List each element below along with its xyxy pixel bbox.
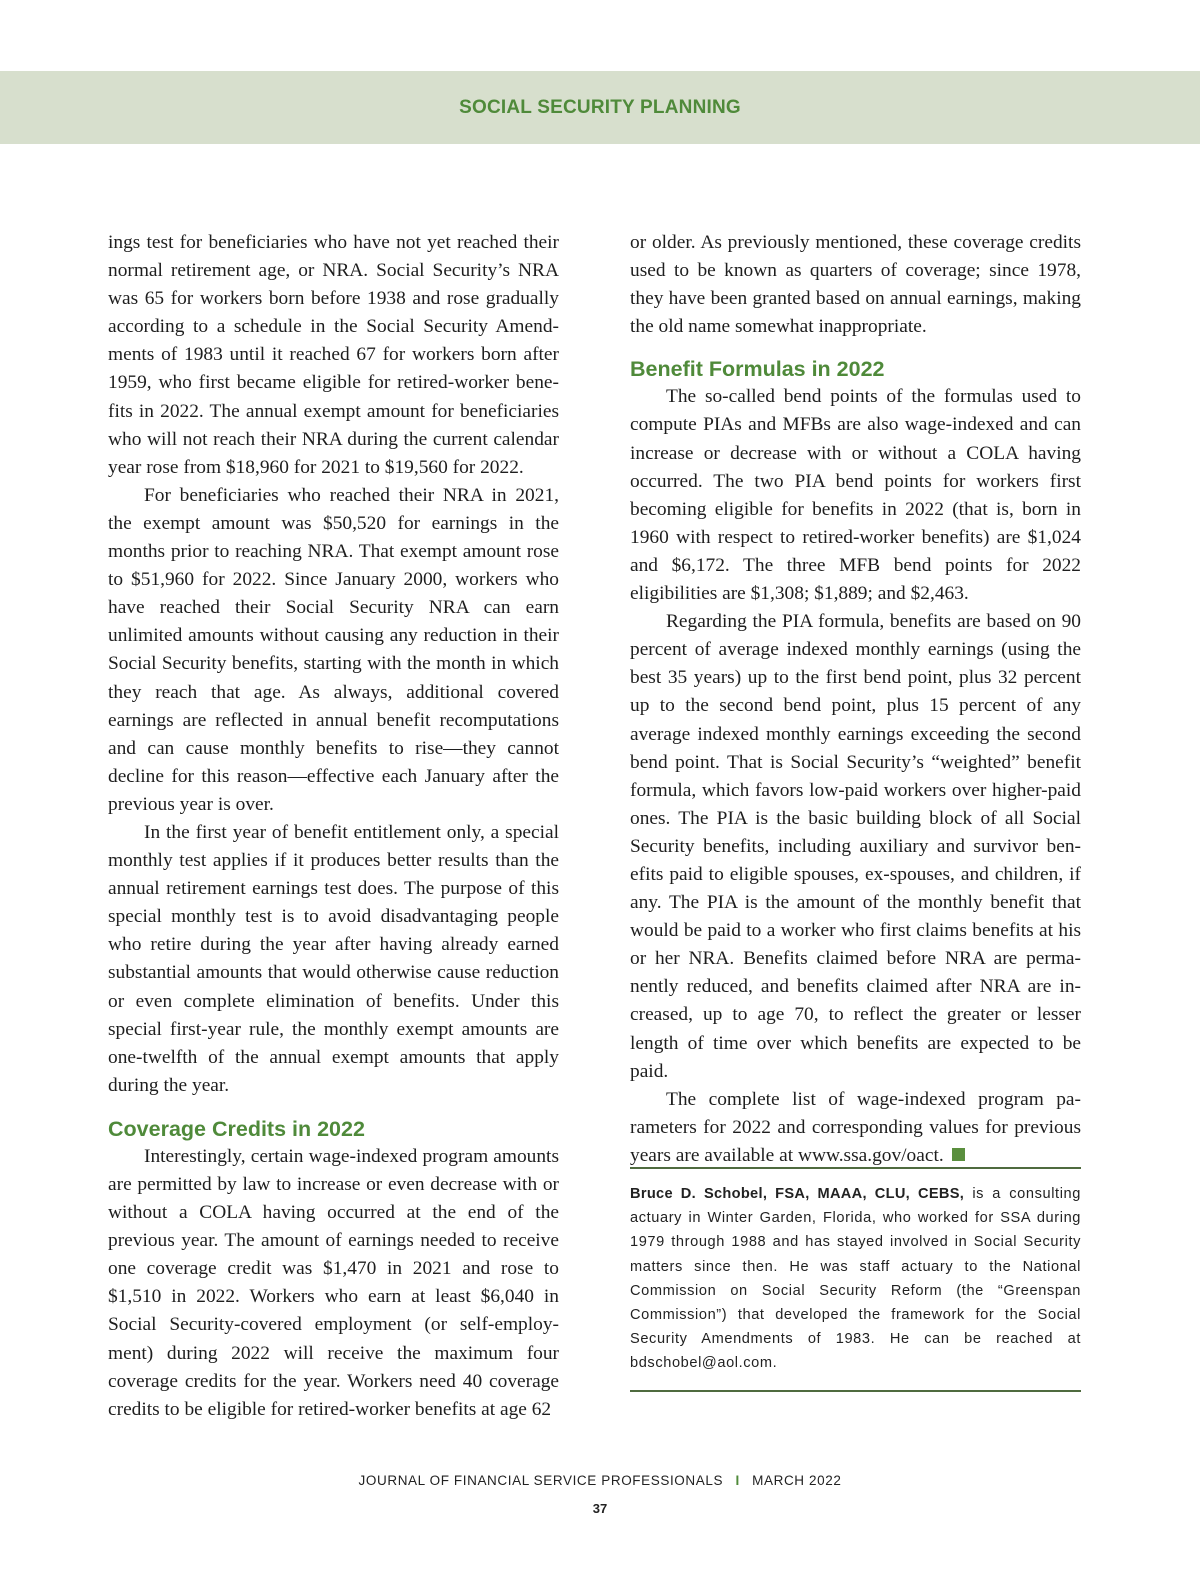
journal-name: JOURNAL OF FINANCIAL SERVICE PROFESSIONALS: [358, 1473, 724, 1488]
author-bio: [630, 1167, 1081, 1392]
author-name: Bruce D. Schobel, FSA, MAAA, CLU, CEBS,: [630, 1186, 965, 1202]
right-paragraph-3: Regarding the PIA formula, benefits are based on 90 percent of average indexed monthly earnings (using the best 35 years) up to the first bend point, plus 32 percent up to the second bend point, plus 15 percent of any average indexed monthly earnings exceeding the second bend point. That is Social Security’s “weighted” benefit formula, which favors low-paid workers over higher-paid ones. The PIA is the basic building block of all Social Security benefits, including auxiliary and survivor benefits paid to eligible spouses, ex-spouses, and children, if any. The PIA is the amount of the monthly benefit that would be paid to a worker who first claims benefits at his or her NRA. Benefits claimed before NRA are permanently reduced, and benefits claimed after NRA are increased, up to age 70, to reflect the greater or lesser length of time over which benefits are expected to be paid.: [630, 611, 1081, 1082]
section-banner: [0, 71, 1200, 144]
issue-date: MARCH 2022: [752, 1473, 842, 1488]
left-column: [108, 229, 559, 1424]
left-paragraph-3: In the first year of benefit entitlement only, a special monthly test applies if it produces better results than the annual retirement earnings test does. The purpose of this special monthly test is to avoid disadvantaging people who retire during the year after having already earned substantial amounts that would otherwise cause reduction or even complete elimination of benefits. Under this special first-year rule, the monthly exempt amounts are one-twelfth of the annual exempt amounts that apply during the year.: [108, 821, 559, 1096]
footer-separator: I: [735, 1473, 740, 1488]
left-paragraph-4: Interestingly, certain wage-indexed program amounts are permitted by law to increase or even decrease with or without a COLA having occurred at the end of the previous year. The amount of earnings needed to receive one coverage credit was $1,470 in 2021 and rose to $1,510 in 2022. Workers who earn at least $6,040 in Social Security-covered employment (or self-employment) during 2022 will receive the maximum four coverage credits for the year. Workers need 40 coverage credits to be eligible for retired-worker benefits at age 62: [108, 1145, 559, 1420]
author-bio-text: is a consulting actuary in Winter Garden, Florida, who worked for SSA during 1979 through 1988 and has stayed involved in Social Security matters since then. He was staff actuary to the National Commission on Social Security Reform (the “Greenspan Commission”) that developed the framework for the Social Security Amendments of 1983. He can be reached at bdschobel@aol.com.: [630, 1186, 1081, 1372]
right-paragraph-1: or older. As previously mentioned, these coverage credits used to be known as quarters of coverage; since 1978, they have been granted based on annual earnings, making the old name somewhat inappropriate.: [630, 232, 1081, 338]
right-paragraph-4: [630, 1086, 1081, 1170]
left-paragraph-2: For beneficiaries who reached their NRA in 2021, the exempt amount was $50,520 for earnings in the months prior to reaching NRA. That exempt amount rose to $51,960 for 2022. Since January 2000, workers who have reached their Social Security NRA can earn unlimited amounts without causing any reduction in their Social Security benefits, starting with the month in which they reach that age. As always, additional covered earnings are reflected in annual benefit recomputations and can cause monthly benefits to rise—they cannot decline for this reason—effective each January after the previous year is over.: [108, 484, 559, 815]
page-number: 37: [592, 1501, 608, 1516]
benefit-formulas-heading: Benefit Formulas in 2022: [630, 357, 885, 382]
coverage-credits-heading: Coverage Credits in 2022: [108, 1116, 365, 1141]
left-paragraph-1: ings test for beneficiaries who have not yet reached their normal retirement age, or NRA. Social Security’s NRA was 65 for workers born before 1938 and rose gradually according to a schedule in the Social Security Amendments of 1983 until it reached 67 for workers born after 1959, who first became eligible for retired-worker benefits in 2022. The annual exempt amount for beneficiaries who will not reach their NRA during the current calendar year rose from $18,960 for 2021 to $19,560 for 2022.: [108, 232, 559, 478]
right-paragraph-4-text: The complete list of wage-indexed program parameters for 2022 and corresponding values for previous years are available at www.ssa.gov/oact.: [630, 1088, 1081, 1166]
right-paragraph-2: The so-called bend points of the formulas used to compute PIAs and MFBs are also wage-indexed and can increase or decrease with or without a COLA having occurred. The two PIA bend points for workers first becoming eligible for benefits in 2022 (that is, born in 1960 with respect to retired-worker benefits) are $1,024 and $6,172. The three MFB bend points for 2022 eligibilities are $1,308; $1,889; and $2,463.: [630, 386, 1081, 605]
section-title: SOCIAL SECURITY PLANNING: [459, 96, 741, 118]
page-footer: [0, 1473, 1200, 1488]
right-column: [630, 229, 1081, 1170]
end-of-article-square-icon: [952, 1148, 965, 1161]
